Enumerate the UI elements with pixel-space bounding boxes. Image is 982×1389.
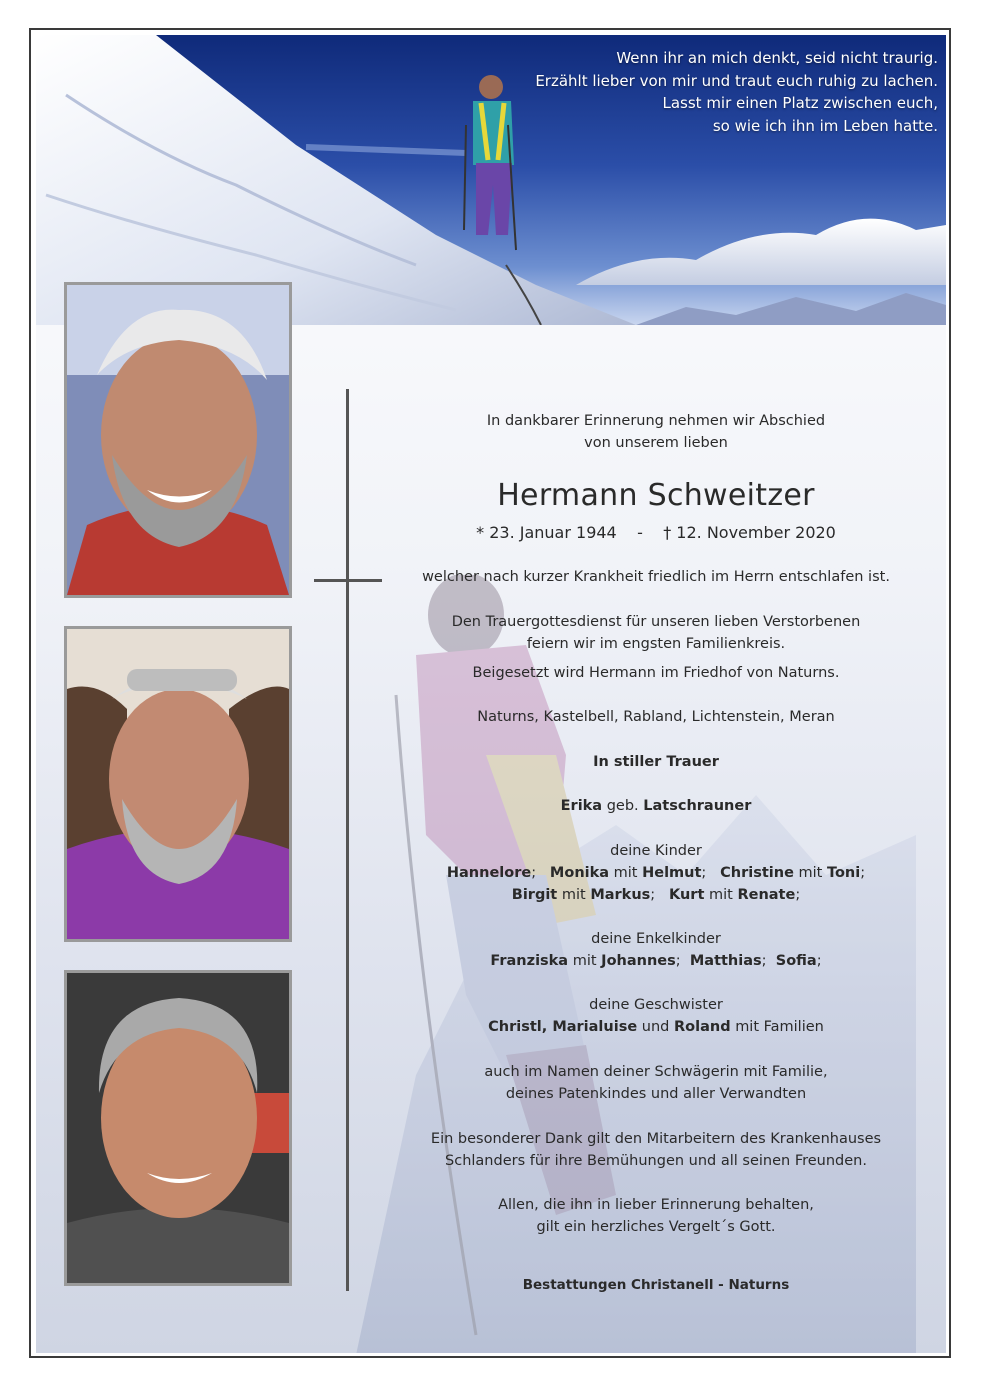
wife-geb: geb. bbox=[606, 798, 639, 814]
sibling-names: Christl, Marialuise bbox=[488, 1019, 638, 1035]
mourning-line bbox=[376, 751, 936, 773]
obituary-sheet bbox=[36, 35, 946, 1353]
partner-name: Markus bbox=[590, 887, 651, 903]
deceased-name: Hermann Schweitzer bbox=[497, 478, 815, 513]
relatives-line-1: auch im Namen deiner Schwägerin mit Familie, bbox=[484, 1064, 828, 1080]
with-families: mit Familien bbox=[735, 1019, 824, 1035]
intro-text bbox=[376, 410, 936, 454]
verse-line: Lasst mir einen Platz zwischen euch, bbox=[662, 94, 938, 112]
mit-word: mit bbox=[561, 887, 586, 903]
children-block bbox=[376, 840, 936, 906]
relatives-line-2: deines Patenkindes und aller Verwandten bbox=[505, 1086, 807, 1102]
partner-name: Helmut bbox=[642, 865, 702, 881]
verse-line: Wenn ihr an mich denkt, seid nicht traurig. bbox=[616, 49, 938, 67]
burial-text: Beigesetzt wird Hermann im Friedhof von Naturns. bbox=[472, 665, 840, 681]
siblings-block bbox=[376, 994, 936, 1038]
mit-word: mit bbox=[798, 865, 823, 881]
grandchildren-heading: deine Enkelkinder bbox=[591, 931, 721, 947]
thanks-line-2: Schlanders für ihre Bemühungen und all seinen Freunden. bbox=[445, 1153, 867, 1169]
places-text: Naturns, Kastelbell, Rabland, Lichtenstein, Meran bbox=[477, 709, 835, 725]
und-word: und bbox=[641, 1019, 670, 1035]
service-line-2: feiern wir im engsten Familienkreis. bbox=[526, 636, 786, 652]
wife-maiden-name: Latschrauner bbox=[643, 798, 752, 814]
partner-name: Toni bbox=[826, 865, 861, 881]
child-name: Birgit bbox=[511, 887, 558, 903]
separator: ; bbox=[761, 953, 767, 969]
mit-word: mit bbox=[709, 887, 733, 903]
thanks-text bbox=[376, 1128, 936, 1172]
portrait-photo-1 bbox=[64, 282, 292, 598]
memorial-cross-horizontal bbox=[314, 579, 382, 582]
partner-name: Johannes bbox=[601, 953, 676, 969]
wife-name: Erika bbox=[560, 798, 603, 814]
intro-line-2: von unserem lieben bbox=[584, 435, 728, 451]
passing-text: welcher nach kurzer Krankheit friedlich im Herrn entschlafen ist. bbox=[422, 569, 890, 585]
children-line-1 bbox=[376, 862, 936, 884]
separator: ; bbox=[531, 865, 537, 881]
children-heading: deine Kinder bbox=[610, 843, 702, 859]
siblings-heading: deine Geschwister bbox=[589, 997, 723, 1013]
separator: ; bbox=[650, 887, 656, 903]
closing-line-1: Allen, die ihn in lieber Erinnerung behalten, bbox=[498, 1197, 814, 1213]
portrait-photo-3 bbox=[64, 970, 292, 1286]
date-separator: - bbox=[637, 523, 643, 542]
children-line-2 bbox=[376, 884, 936, 906]
separator: ; bbox=[701, 865, 707, 881]
memorial-cross-vertical bbox=[346, 389, 349, 1291]
closing-text bbox=[376, 1194, 936, 1238]
separator: ; bbox=[860, 865, 866, 881]
service-text bbox=[376, 611, 936, 655]
separator: ; bbox=[816, 953, 822, 969]
thanks-line-1: Ein besonderer Dank gilt den Mitarbeitern des Krankenhauses bbox=[430, 1131, 882, 1147]
birth-date: * 23. Januar 1944 bbox=[476, 523, 617, 542]
grandchild-name: Franziska bbox=[490, 953, 569, 969]
sibling-name: Roland bbox=[673, 1019, 731, 1035]
grandchild-name: Sofia bbox=[775, 953, 817, 969]
separator: ; bbox=[675, 953, 681, 969]
closing-line-2: gilt ein herzliches Vergelt´s Gott. bbox=[536, 1219, 776, 1235]
separator: ; bbox=[795, 887, 801, 903]
child-name: Kurt bbox=[669, 887, 705, 903]
portrait-photo-2 bbox=[64, 626, 292, 942]
grandchildren-block bbox=[376, 928, 936, 972]
partner-name: Renate bbox=[737, 887, 796, 903]
grandchildren-line bbox=[376, 950, 936, 972]
mourning-heading: In stiller Trauer bbox=[593, 754, 719, 770]
grandchild-name: Matthias bbox=[689, 953, 762, 969]
service-line-1: Den Trauergottesdienst für unseren lieben Verstorbenen bbox=[451, 614, 861, 630]
death-date: † 12. November 2020 bbox=[663, 523, 836, 542]
child-name: Monika bbox=[549, 865, 610, 881]
verse-line: so wie ich ihn im Leben hatte. bbox=[712, 116, 938, 135]
siblings-line bbox=[376, 1016, 936, 1038]
relatives-text bbox=[376, 1061, 936, 1105]
wife-line bbox=[376, 795, 936, 817]
mit-word: mit bbox=[613, 865, 638, 881]
undertaker-name: Bestattungen Christanell - Naturns bbox=[522, 1277, 790, 1293]
memorial-verse bbox=[535, 47, 938, 137]
verse-line: Erzählt lieber von mir und traut euch ruhig zu lachen. bbox=[535, 71, 938, 90]
intro-line-1: In dankbarer Erinnerung nehmen wir Abschied bbox=[486, 413, 826, 429]
child-name: Hannelore bbox=[446, 865, 532, 881]
undertaker-line bbox=[376, 1274, 936, 1296]
child-name: Christine bbox=[720, 865, 794, 881]
life-dates bbox=[376, 523, 936, 542]
mit-word: mit bbox=[572, 953, 597, 969]
